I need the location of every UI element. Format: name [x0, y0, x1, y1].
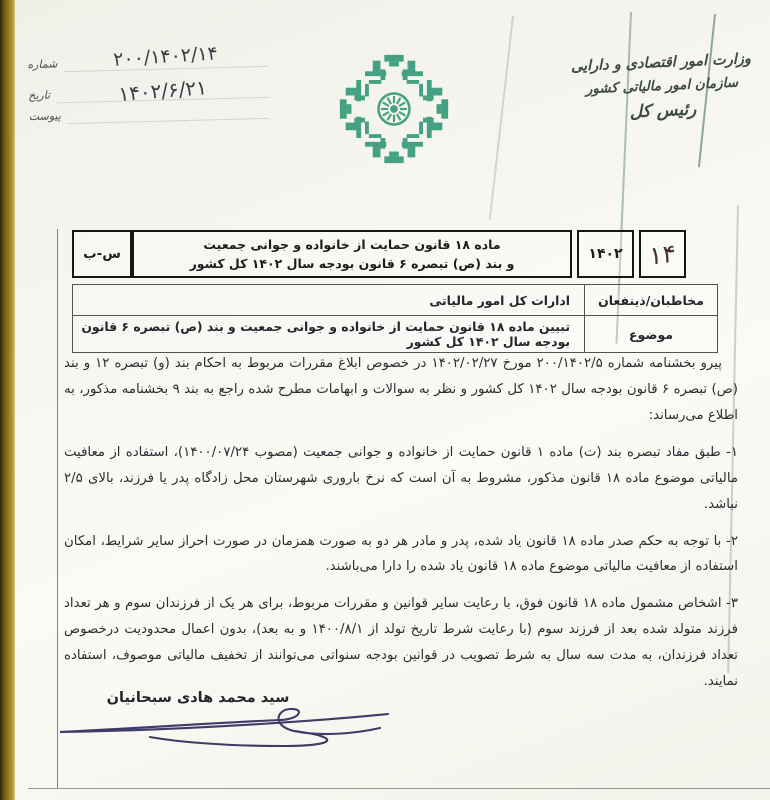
ref-number-value: ۲۰۰/۱۴۰۲/۱۴ — [112, 42, 219, 71]
ref-number-row — [27, 43, 268, 73]
letterhead-organization: سازمان امور مالیاتی کشور — [585, 74, 739, 98]
audience-label: مخاطبان/ذینفعان — [584, 285, 717, 315]
audience-value: ادارات کل امور مالیاتی — [429, 292, 570, 308]
body-intro-paragraph: پیرو بخشنامه شماره ۲۰۰/۱۴۰۲/۵ مورخ ۱۴۰۲/۰۲/۲۷ در خصوص ابلاغ مقررات مربوط به احکام بند (و) تبصره ۱۲ و بند (ص) تبصره ۶ قانون بودجه سال ۱۴۰۲ کل کشور و نظر به سوالات و ابهامات مطرح شده راجع به بند ۹ بخشنامه مذکور، به اطلاع می‌رساند: — [64, 356, 738, 423]
subject-header-table — [72, 230, 686, 278]
audience-row — [73, 285, 717, 316]
subject-title-line1: ماده ۱۸ قانون حمایت از خانواده و جوانی جمعیت — [203, 236, 501, 252]
meta-table — [72, 284, 718, 353]
ref-date-row — [28, 73, 269, 104]
body-item-3: ۳- اشخاص مشمول ماده ۱۸ قانون فوق، با رعایت سایر قوانین و مقررات مربوط، برای هر یک از فرزندان سوم و هر تعداد فرزند متولد شده بعد از فرزند سوم (با رعایت شرط تاریخ تولد از ۱۴۰۰/۸/۱ و به بعد)، بدون اعمال محدودیت درخصوص تعداد فرزندان، به مدت سه سال به شرط تصویب در قوانین بودجه سنواتی می‌توانند از تخفیف مالیاتی موصوف، استفاده نمایند. — [64, 596, 738, 690]
body-item-2: ۲- با توجه به حکم صدر ماده ۱۸ قانون یاد شده، پدر و مادر هر دو به صورت همزمان در صورت احراز سایر شرایط، امکان استفاده از معافیت مالیاتی موضوع ماده ۱۸ قانون یاد شده را دارا می‌باشند. — [64, 533, 738, 575]
book-spine-edge — [0, 0, 15, 800]
page-bottom-line — [28, 788, 770, 789]
year-box: ۱۴۰۲ — [577, 230, 634, 278]
ref-attachment-line — [68, 104, 269, 124]
body-item-1: ۱- طبق مفاد تبصره بند (ت) ماده ۱ قانون حمایت از خانواده و جوانی جمعیت (مصوب ۱۴۰۰/۰۷/۲۴)، استفاده از معافیت مالیاتی موضوع ماده ۱۸ قانون مذکور، مشروط به آن است که نرخ باروری شهرستان محل زادگاه پدر یا فرزند، بالای ۲/۵ نباشد. — [64, 444, 738, 512]
subject-title-line2: و بند (ص) تبصره ۶ قانون بودجه سال ۱۴۰۲ کل کشور — [189, 256, 515, 271]
circular-number-box — [639, 230, 686, 278]
subject-value: تبیین ماده ۱۸ قانون حمایت از خانواده و جوانی جمعیت و بند (ص) تبصره ۶ قانون بودجه سال ۱۴۰۲ کل کشور — [81, 319, 570, 349]
subject-title-box — [132, 230, 572, 278]
ref-number-label: شماره — [27, 57, 58, 71]
subject-label: موضوع — [584, 316, 717, 352]
ref-attachment-row — [29, 104, 269, 125]
letter-body — [64, 351, 738, 706]
letterhead — [552, 50, 770, 125]
ref-date-value: ۱۴۰۲/۶/۲۱ — [117, 74, 208, 106]
classification-box: س-ب — [72, 230, 132, 278]
signatory-name: سید محمد هادی سبحانیان — [106, 690, 290, 706]
circular-number-handwritten: ۱۴ — [649, 237, 676, 271]
ref-date-label: تاریخ — [28, 88, 51, 102]
fold-line-artifact — [489, 16, 514, 220]
letterhead-ministry: وزارت امور اقتصادی و دارایی — [570, 51, 752, 75]
ref-date-line — [57, 73, 269, 104]
letterhead-role: رئیس کل — [629, 99, 697, 123]
ref-number-line — [64, 43, 268, 72]
subject-row — [73, 316, 717, 352]
ref-attachment-label: پیوست — [28, 109, 61, 123]
tax-org-emblem-icon — [336, 50, 452, 168]
handwritten-signature — [50, 700, 400, 768]
reference-block — [27, 43, 269, 131]
